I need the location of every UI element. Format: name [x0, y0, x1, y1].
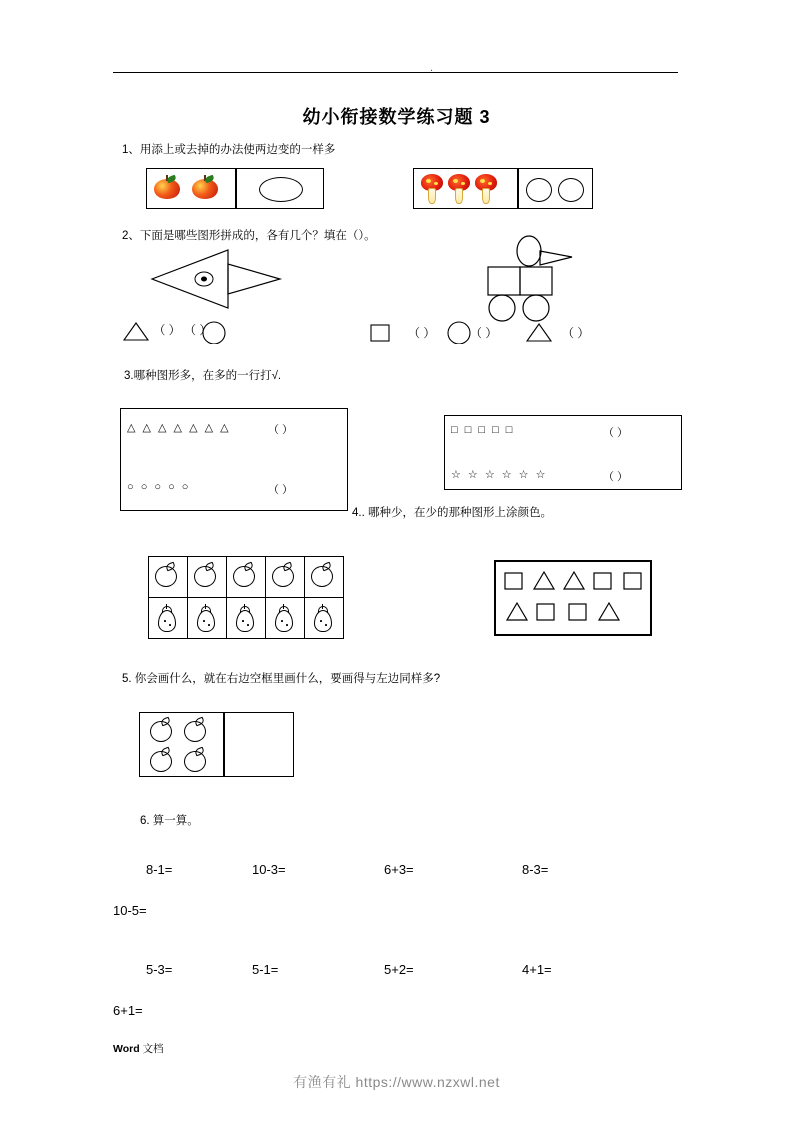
apple-icon	[192, 175, 218, 199]
equation: 10-5=	[113, 903, 147, 918]
equation: 8-1=	[146, 862, 173, 877]
equation: 5+2=	[384, 962, 414, 977]
equation: 5-1=	[252, 962, 279, 977]
equation: 8-3=	[522, 862, 549, 877]
q3-circle-blank: （ ）	[268, 484, 294, 496]
question-3-text: 3.哪种图形多，在多的一行打√.	[124, 370, 282, 382]
q3-triangle-row: △ △ △ △ △ △ △	[127, 422, 231, 434]
circle-icon	[447, 320, 471, 344]
header-rule	[113, 72, 678, 73]
mushroom-icon	[475, 174, 497, 204]
question-6-text: 6. 算一算。	[140, 815, 199, 827]
mushroom-icon	[448, 174, 470, 204]
equation: 5-3=	[146, 962, 173, 977]
footer-doc-text: 文档	[142, 1043, 164, 1055]
q3-square-blank: （ ）	[603, 427, 629, 439]
q3-circle-row: ○ ○ ○ ○ ○	[127, 481, 191, 493]
triangle-icon	[525, 321, 553, 343]
q2-right-blank-1: （ ）	[408, 326, 436, 340]
equation: 10-3=	[252, 862, 286, 877]
question-2-text: 2、下面是哪些图形拼成的，各有几个？填在（）。	[122, 230, 376, 242]
circle-shape	[526, 178, 552, 202]
footer-word-text: Word	[113, 1043, 140, 1055]
triangle-icon	[122, 320, 150, 342]
circle-icon	[200, 320, 228, 344]
circle-shape	[558, 178, 584, 202]
q4-shapes-figure	[502, 570, 644, 628]
pear-icon	[235, 604, 255, 632]
question-5-text: 5. 你会画什么，就在右边空框里画什么，要画得与左边同样多?	[122, 673, 441, 685]
q2-left-blanks: （ ） （ ）	[153, 323, 212, 338]
mushroom-icon	[421, 174, 443, 204]
orange-icon	[272, 566, 294, 587]
orange-icon	[150, 721, 172, 742]
equation: 4+1=	[522, 962, 552, 977]
orange-icon	[311, 566, 333, 587]
q2-fish-figure	[150, 248, 290, 310]
q2-left-answer-row	[122, 320, 211, 342]
question-4-text: 4.. 哪种少，在少的那种图形上涂颜色。	[352, 507, 552, 519]
q2-right-blank-2: （ ）	[470, 326, 498, 340]
square-icon	[368, 321, 392, 343]
pear-icon	[157, 604, 177, 632]
q3-star-row: ☆ ☆ ☆ ☆ ☆ ☆	[451, 469, 548, 481]
q2-right-answer-row	[368, 320, 553, 344]
orange-icon	[155, 566, 177, 587]
q3-triangle-blank: （ ）	[268, 424, 294, 436]
circle-shape	[259, 177, 303, 202]
watermark: 有渔有礼 https://www.nzxwl.net	[293, 1074, 500, 1090]
apple-icon	[154, 175, 180, 199]
pear-icon	[274, 604, 294, 632]
question-1-text: 1、用添上或去掉的办法使两边变的一样多	[122, 144, 336, 156]
q5-empty-box[interactable]	[224, 712, 294, 777]
header-dot: .	[430, 62, 434, 74]
footer-word-label	[113, 1041, 164, 1056]
page-title: 幼小衔接数学练习题 3	[302, 107, 491, 127]
orange-icon	[194, 566, 216, 587]
pear-icon	[196, 604, 216, 632]
q3-star-blank: （ ）	[603, 471, 629, 483]
equation: 6+3=	[384, 862, 414, 877]
equation: 6+1=	[113, 1003, 143, 1018]
orange-icon	[184, 751, 206, 772]
orange-icon	[233, 566, 255, 587]
q3-square-row: □ □ □ □ □	[451, 424, 515, 436]
pear-icon	[313, 604, 333, 632]
orange-icon	[150, 751, 172, 772]
orange-icon	[184, 721, 206, 742]
q2-right-blank-3: （ ）	[562, 326, 590, 340]
grid-divider	[148, 597, 344, 598]
